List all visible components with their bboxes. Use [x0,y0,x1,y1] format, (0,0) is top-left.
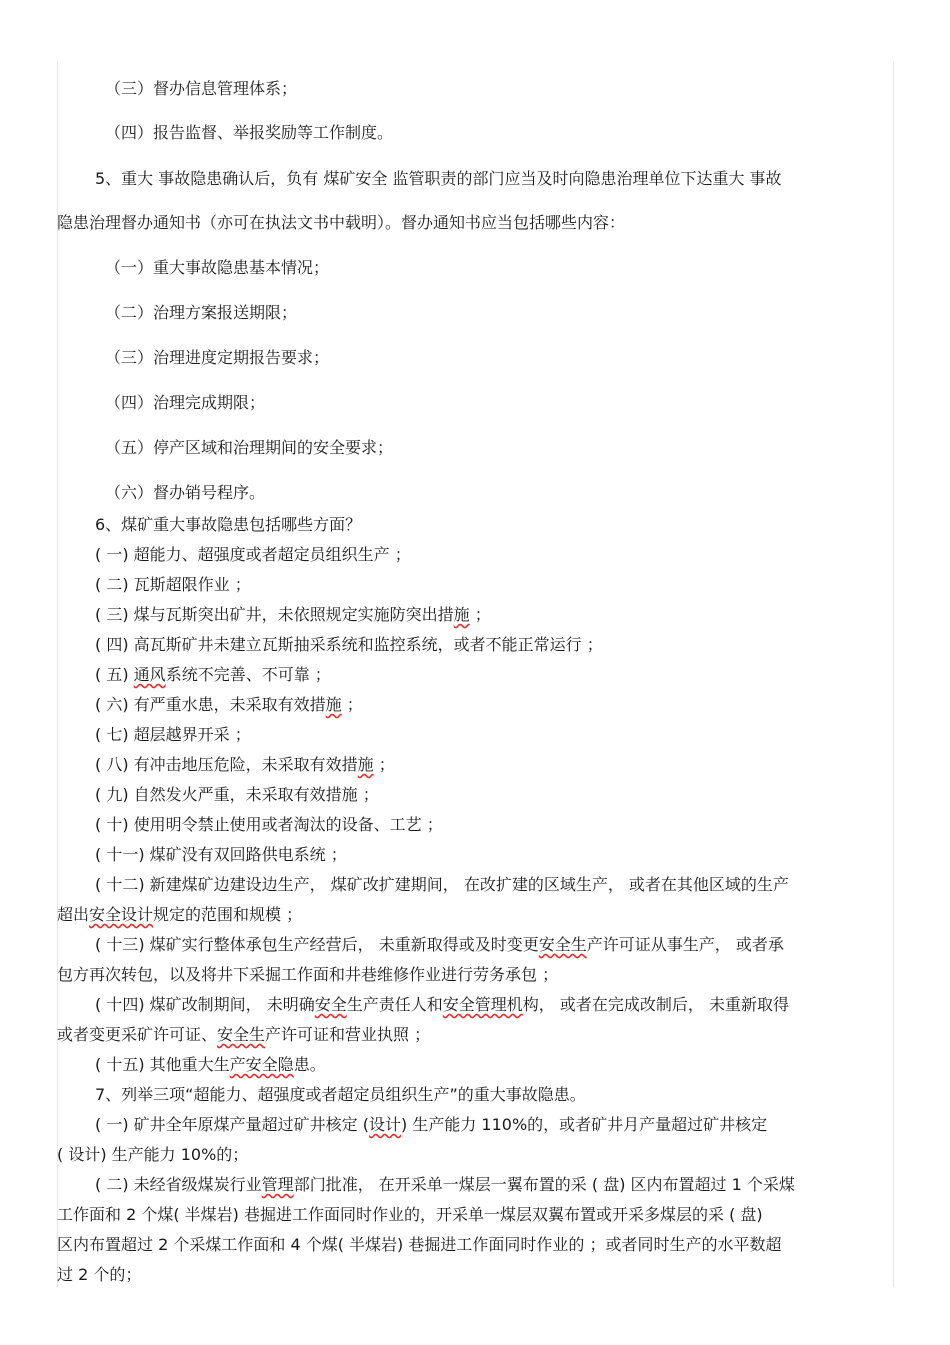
list-item [57,482,893,504]
question-5-line [57,168,893,190]
line-text: 过 2 个的； [57,1265,142,1284]
line-text: 包方再次转包，以及将井下采掘工作面和井巷维修作业进行劳务承包 ； [57,965,559,984]
line-text: 超出 [57,905,90,924]
list-item [57,574,893,596]
text-line [57,1234,893,1256]
underlined-text: 施 [357,755,374,774]
line-text: 部门批准， 在开采单一煤层一翼布置的采 ( 盘) 区内布置超过 1 个采煤 [293,1175,795,1194]
line-text: 产许可证和营业执照 ； [265,1025,431,1044]
text-line [57,1204,893,1226]
line-text: ( 二) 瓦斯超限作业 ； [95,575,251,594]
underlined-text: 安全管理机 [442,995,523,1014]
list-item [57,302,893,324]
line-text: 构， 或者在完成改制后， 未重新取得 [522,995,789,1014]
line-text: （二）治理方案报送期限； [105,303,298,322]
underlined-text: 产安全隐 [229,1055,294,1074]
line-text: ( 二) 未经省级煤炭行业 [95,1175,262,1194]
list-item [57,724,893,746]
line-text: ( 十五) 其他重大生 [95,1055,230,1074]
line-text: ； [341,695,363,714]
list-item [57,604,893,626]
list-item [57,814,893,836]
text-line [57,1024,893,1046]
underlined-text: 设计 [369,1115,402,1134]
line-text: 产许可证从事生产， 或者承 [586,935,784,954]
line-text: ( 十一) 煤矿没有双回路供电系统 ； [95,845,347,864]
underlined-text: 施 [453,605,470,624]
line-text: ( 十二) 新建煤矿边建设边生产， 煤矿改扩建期间， 在改扩建的区域生产， 或者在其他区域的生产 [95,875,789,894]
text-line [57,212,893,234]
underlined-text: 安全设计 [89,905,154,924]
line-text: （六）督办销号程序。 [105,483,266,502]
list-item [57,694,893,716]
line-text: 系统不完善、不可靠 ； [165,665,331,684]
line-text: ( 十四) 煤矿改制期间， 未明确 [95,995,315,1014]
list-item [57,1114,893,1136]
underlined-text: 安全 [314,995,347,1014]
line-text: ； [373,755,395,774]
list-item [57,257,893,279]
line-text: 6、煤矿重大事故隐患包括哪些方面？ [95,515,362,534]
list-item [57,437,893,459]
list-item [57,754,893,776]
line-text: ( 十三) 煤矿实行整体承包生产经营后， 未重新取得或及时变更 [95,935,539,954]
line-text: ( 四) 高瓦斯矿井未建立瓦斯抽采系统和监控系统，或者不能正常运行 ； [95,635,603,654]
line-text: 工作面和 2 个煤( 半煤岩) 巷掘进工作面同时作业的，开采单一煤层双翼布置或开采多煤层的采 ( 盘) [57,1205,763,1224]
line-text: ( 八) 有冲击地压危险，未采取有效措 [95,755,358,774]
text-line [57,122,893,144]
text-line [57,904,893,926]
list-item [57,347,893,369]
list-item [57,934,893,956]
line-text: （四）治理完成期限； [105,393,266,412]
line-text: 隐患治理督办通知书（亦可在执法文书中载明）。督办通知书应当包括哪些内容： [57,213,626,232]
line-text: 或者变更采矿许可证、 [57,1025,218,1044]
line-text: ( 七) 超层越界开采 ； [95,725,251,744]
line-text: ) 生产能力 110%的，或者矿井月产量超过矿井核定 [401,1115,768,1134]
line-text: ( 六) 有严重水患，未采取有效措 [95,695,326,714]
text-line [57,964,893,986]
text-line [57,1264,893,1286]
list-item [57,634,893,656]
line-text: 5、重大 事故隐患确认后，负有 煤矿安全 监管职责的部门应当及时向隐患治理单位下达重大 事故 [95,169,782,188]
line-text: （四）报告监督、举报奖励等工作制度。 [105,123,394,142]
line-text: 规定的范围和规模 ； [153,905,303,924]
line-text: 生产责任人和 [346,995,443,1014]
line-text: （五）停产区域和治理期间的安全要求； [105,438,394,457]
list-item [57,874,893,896]
line-text: ( 一) 矿井全年原煤产量超过矿井核定 ( [95,1115,369,1134]
line-text: （一）重大事故隐患基本情况； [105,258,330,277]
line-text: 7、列举三项“超能力、超强度或者超定员组织生产”的重大事故隐患。 [95,1085,586,1104]
list-item [57,664,893,686]
list-item [57,544,893,566]
underlined-text: 安全生 [217,1025,266,1044]
line-text: 区内布置超过 2 个采煤工作面和 4 个煤( 半煤岩) 巷掘进工作面同时作业的 ；或者同时生产的水平数超 [57,1235,782,1254]
list-item [57,784,893,806]
line-text: ( 一) 超能力、超强度或者超定员组织生产 ； [95,545,411,564]
underlined-text: 管理 [261,1175,294,1194]
question-6-line [57,514,893,536]
line-text: ( 五) [95,665,134,684]
line-text: （三）督办信息管理体系； [105,79,298,98]
text-line [57,1144,893,1166]
underlined-text: 通风 [133,665,166,684]
line-text: （三）治理进度定期报告要求； [105,348,330,367]
line-text: 患。 [293,1055,326,1074]
list-item [57,1054,893,1076]
question-7-line [57,1084,893,1106]
list-item [57,844,893,866]
line-text: ； [469,605,491,624]
line-text: ( 九) 自然发火严重，未采取有效措施 ； [95,785,379,804]
right-margin-line [893,62,894,1287]
list-item [57,1174,893,1196]
line-text: ( 十) 使用明令禁止使用或者淘汰的设备、工艺 ； [95,815,443,834]
line-text: ( 设计) 生产能力 10%的； [57,1145,249,1164]
list-item [57,392,893,414]
list-item [57,994,893,1016]
line-text: ( 三) 煤与瓦斯突出矿井，未依照规定实施防突出措 [95,605,454,624]
underlined-text: 安全生 [538,935,587,954]
text-line [57,78,893,100]
underlined-text: 施 [325,695,342,714]
